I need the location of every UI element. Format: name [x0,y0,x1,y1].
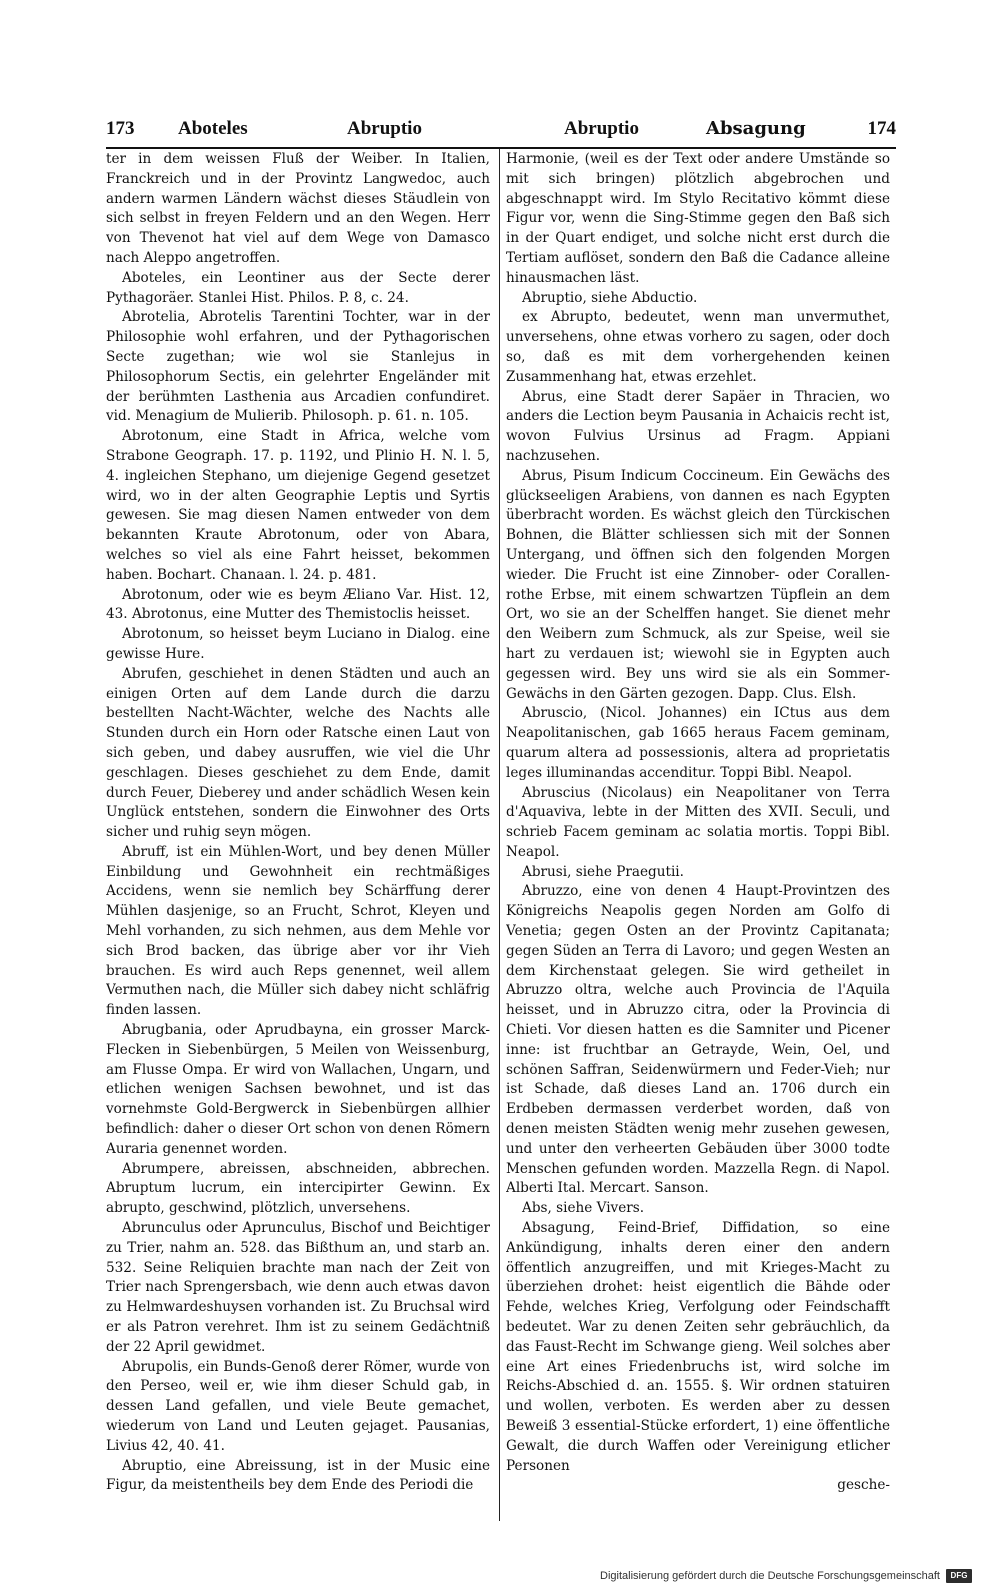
right-column [506,150,890,1522]
right-page-number: 174 [867,118,896,139]
entry-paragraph: Abrugbania, oder Aprudbayna, ein grosser Marck-Flecken in Siebenbürgen, 5 Meilen von Weissenburg, am Flusse Ompa. Er wird von Wallachen, Ungarn, und etlichen wenigen Sachsen bewohnet, und ist das vornehmste Gold-Bergwerck in Siebenbürgen allhier befindlich: daher o dieser Ort schon von denen Römern Auraria genennet worden. [106,1022,490,1157]
page-header [106,114,896,146]
column-divider [499,149,500,1521]
entry-paragraph: Abrufen, geschiehet in denen Städten und auch an einigen Orten auf dem Lande durch die darzu bestellten Nacht-Wächter, welche des Nachts alle Stunden durch ein Horn oder Ratsche einen Laut von sich geben, und dabey ausruffen, wie viel die Uhr geschlagen. Dieses geschiehet zu dem Ende, damit durch Feuer, Dieberey und ander schädlich Wesen kein Unglück entstehen, sondern die Einwohner des Orts sicher und ruhig seyn mögen. [106,665,490,841]
left-catchword-first: Aboteles [178,118,248,139]
digitization-footer [600,1566,972,1586]
entry-paragraph: Abrus, Pisum Indicum Coccineum. Ein Gewächs des glückseeligen Arabiens, von dannen es nach Egypten überbracht worden. Es wächst gleich den Türckischen Bohnen, die Blätter schliessen sich mit der Sonnen Untergang, und öffnen sich den folgenden Morgen wieder. Die Frucht ist eine Zinnober- oder Corallen-rothe Erbse, mit einem schwartzen Tüpflein an dem Ort, wo sie an der Schelffen hanget. Sie dienet mehr den Weibern zum Schmuck, als zur Speise, weil sie hart zu verdauen ist; wiewohl sie in Egypten auch gegessen wird. Bey uns wird sie als ein Sommer-Gewächs in den Gärten gezogen. Dapp. Clus. Elsh. [506,467,890,702]
entry-paragraph: Abrotonum, so heisset beym Luciano in Dialog. eine gewisse Hure. [106,626,490,662]
entry-paragraph: Abrus, eine Stadt derer Sapäer in Thracien, wo anders die Lection beym Pausania in Achaicis recht ist, wovon Fulvius Ursinus ad Fragm. Appiani nachzusehen. [506,388,890,464]
left-catchword-last: Abruptio [347,118,422,139]
dfg-logo-icon: DFG [946,1569,972,1583]
entry-paragraph: Abrotonum, eine Stadt in Africa, welche vom Strabone Geograph. 17. p. 1192, und Plinio H. N. l. 5, 4. ingleichen Stephano, um diejenige Gegend gesetzet wird, wo in der alten Geographie Leptis und Syrtis gewesen. Sie mag diesen Namen entweder von dem bekannten Kraute Abrotonum, oder von Abara, welches so viel als eine Fahrt heisset, bekommen haben. Bochart. Chanaan. l. 24. p. 481. [106,428,490,583]
entry-paragraph: Abruptio, eine Abreissung, ist in der Music eine Figur, da meistentheils bey dem Ende des Periodi die [106,1457,490,1494]
entry-paragraph: Abruscius (Nicolaus) ein Neapolitaner von Terra d'Aquaviva, lebte in der Mitten des XVII. Seculi, und schrieb Facem geminam ac solatia mortis. Toppi Bibl. Neapol. [506,784,890,860]
entry-paragraph: Abrusi, siehe Praegutii. [522,863,684,880]
entry-paragraph: Absagung, Feind-Brief, Diffidation, so eine Ankündigung, inhalts deren einer den andern öffentlich anzugreiffen, und mit Krieges-Macht zu überziehen drohet: heist eigentlich die Bähde oder Fehde, welches Krieg, Verfolgung oder Feindschafft bedeutet. War zu denen Zeiten sehr gebräuchlich, da das Faust-Recht im Schwange gieng. Weil solches aber eine Art eines Friedenbruchs ist, wird solche im Reichs-Abschied d. an. 1555. §. Wir ordnen statuiren und wollen, verboten. Es werden aber zu dessen Beweiß 3 essential-Stücke erfordert, 1) eine öffentliche Gewalt, die durch Waffen oder Vereinigung etlicher Personen [506,1220,890,1474]
entry-paragraph: Abrotelia, Abrotelis Tarentini Tochter, war in der Philosophie wohl erfahren, und der Pythagorischen Secte zugethan; wie wol sie Stanlejus in Philosophorum Sectis, ein gelehrter Engeländer mit der berühmten Lasthenia aus Arcadien confundiret. vid. Menagium de Mulierib. Philosoph. p. 61. n. 105. [106,309,490,425]
entry-paragraph: Abrupolis, ein Bunds-Genoß derer Römer, wurde von den Perseo, weil er, wie ihm dieser Schuld gab, in dessen Land gefallen, und viele Beute gemachet, wiederum von Land und Leuten gejaget. Pausanias, Livius 42, 40. 41. [106,1358,490,1454]
right-catchword-last: Absagung [706,118,806,139]
catchword: gesche- [837,1477,890,1494]
entry-paragraph: Abruzzo, eine von denen 4 Haupt-Provintzen des Königreichs Neapolis gegen Norden am Golfo di Venetia; gegen Osten an der Provintz Capitanata; gegen Süden an Terra di Lavoro; und gegen Westen an dem Kirchenstaat gelegen. Sie wird getheilet in Abruzzo oltra, welche auch Provincia de l'Aquila heisset, und in Abruzzo citra, oder la Provincia di Chieti. Vor diesen hatten es die Samniter und Picener inne: ist fruchtbar an Getrayde, Wein, Oel, und schönen Saffran, Seidenwürmern und Feder-Vieh; nur ist Schade, daß dieses Land an. 1706 durch ein Erdbeben dermassen verderbet worden, daß von denen meisten Städten wenig mehr zusehen gewesen, und unter den verheerten Gebäuden über 3000 todte Menschen gefunden worden. Mazzella Regn. di Napol. Alberti Ital. Mercart. Sanson. [506,883,890,1197]
left-column [106,150,490,1522]
entry-paragraph: Abruptio, siehe Abductio. [522,289,698,306]
funding-note: Digitalisierung gefördert durch die Deutsche Forschungsgemeinschaft [600,1570,940,1582]
entry-paragraph: Abruff, ist ein Mühlen-Wort, und bey denen Müller Einbildung und Gewohnheit ein rechtmäßiges Accidens, wenn sie nemlich bey Schärffung derer Mühlen dasjenige, so an Frucht, Schrot, Kleyen und Mehl vorhanden, zu sich nehmen, aus dem Mehle vor sich Brod backen, das übrige aber vor ihr Vieh brauchen. Es wird auch Reps genennet, weil allem Vermuthen nach, die Müller sich dabey nicht schläfrig finden lassen. [106,843,490,1019]
header-rule [106,147,896,149]
left-page-number: 173 [106,118,135,139]
right-catchword-first: Abruptio [564,118,639,139]
entry-paragraph: Aboteles, ein Leontiner aus der Secte derer Pythagoräer. Stanlei Hist. Philos. P. 8, c. 24. [106,269,490,306]
entry-paragraph: ex Abrupto, bedeutet, wenn man unvermuthet, unversehens, ohne etwas vorhero zu sagen, oder doch so, daß es mit dem vorhergehenden keinen Zusammenhang hat, etwas erzehlet. [506,309,890,385]
entry-paragraph: Abrumpere, abreissen, abschneiden, abbrechen. Abruptum lucrum, ein intercipirter Gewinn. Ex abrupto, geschwind, plötzlich, unversehens. [106,1160,490,1217]
entry-paragraph: ter in dem weissen Fluß der Weiber. In Italien, Franckreich und in der Provintz Langwedoc, auch andern warmen Ländern wächst dieses Stäudlein von sich selbst in freyen Feldern und an den Wegen. Herr von Thevenot hat viel auf dem Wege von Damasco nach Aleppo angetroffen. [106,151,490,266]
entry-paragraph: Harmonie, (weil es der Text oder andere Umstände so mit sich bringen) plötzlich abgebrochen und abgeschnappt wird. Im Stylo Recitativo kömmt diese Figur vor, wenn die Sing-Stimme gegen den Baß sich in der Quart endiget, und solche nicht erst durch die Tertiam auflöset, sondern den Baß die Cadance alleine hinausmachen läst. [506,151,890,286]
entry-paragraph: Abrotonum, oder wie es beym Æliano Var. Hist. 12, 43. Abrotonus, eine Mutter des Themistoclis heisset. [106,586,490,623]
entry-paragraph: Abs, siehe Vivers. [522,1200,645,1217]
entry-paragraph: Abruscio, (Nicol. Johannes) ein ICtus aus dem Neapolitanischen, gab 1665 heraus Facem geminam, quarum altera ad possessionis, altera ad proprietatis leges illuminandas accenditur. Toppi Bibl. Neapol. [506,705,890,781]
entry-paragraph: Abrunculus oder Aprunculus, Bischof und Beichtiger zu Trier, nahm an. 528. das Bißthum an, und starb an. 532. Seine Reliquien brachte man nach der Zeit von Trier nach Sprengersbach, wie denn auch etwas davon zu Helmwardeshuysen vorhanden ist. Zu Bruchsal wird er als Patron verehret. Ihm ist zu seinem Gedächtniß der 22 April gewidmet. [106,1220,490,1355]
